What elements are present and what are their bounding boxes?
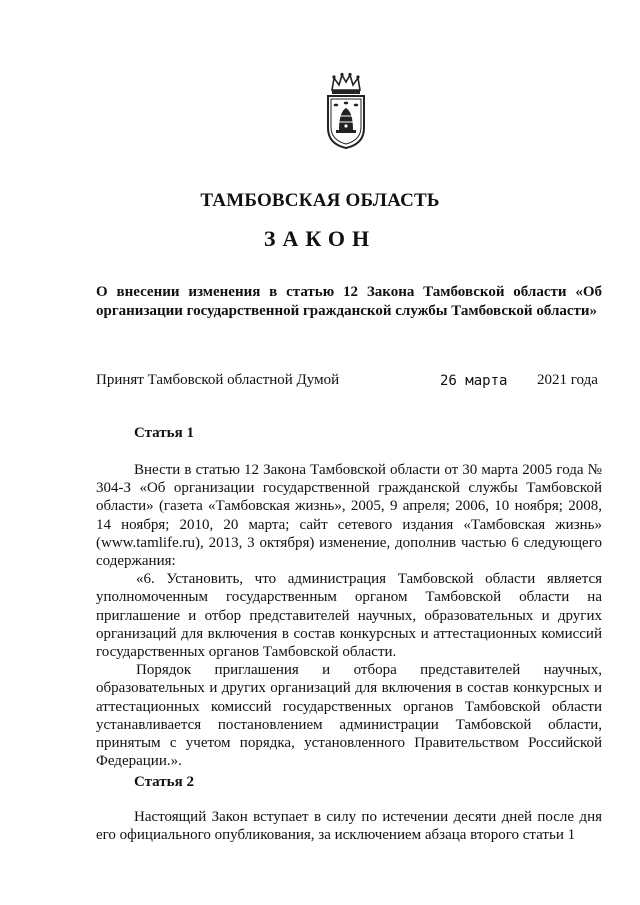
law-title: О внесении изменения в статью 12 Закона Тамбовской области «Об организации государственной гражданской службы Тамбовской области» bbox=[96, 284, 602, 319]
article-2-body bbox=[96, 808, 602, 844]
region-heading: ТАМБОВСКАЯ ОБЛАСТЬ bbox=[200, 190, 440, 211]
article-1-paragraph-2: «6. Установить, что администрация Тамбовской области является уполномоченным государственным органом Тамбовской области на приглашение и отбор представителей научных, образовательных и других организаций для включения в состав конкурсных и аттестационных комиссий государственных органов Тамбовской области. bbox=[96, 571, 602, 661]
adopted-by-text: Принят Тамбовской областной Думой bbox=[96, 372, 340, 388]
article-2-heading: Статья 2 bbox=[134, 774, 194, 790]
document-type-heading: ЗАКОН bbox=[263, 226, 377, 251]
adoption-day: 26 марта bbox=[440, 373, 508, 389]
article-1-paragraph-3: Порядок приглашения и отбора представителей научных, образовательных и других организаций для включения в состав конкурсных и аттестационных комиссий государственных органов Тамбовской области устанавливается постановлением администрации Тамбовской области, принятым с учетом порядка, установленного Правительством Российской Федерации.». bbox=[96, 662, 602, 770]
article-1-paragraph-1: Внести в статью 12 Закона Тамбовской области от 30 марта 2005 года № 304-З «Об организации государственной гражданской службы Тамбовской области» (газета «Тамбовская жизнь», 2005, 9 апреля; 2006, 10 ноября; 2008, 14 ноября; 2010, 20 марта; сайт сетевого издания «Тамбовская жизнь» (www.tamlife.ru), 2013, 3 октября) изменение, дополнив частью 6 следующего содержания: bbox=[96, 462, 602, 570]
adoption-year: 2021 года bbox=[537, 372, 598, 388]
coat-of-arms-emblem bbox=[324, 72, 368, 150]
article-2-paragraph-1: Настоящий Закон вступает в силу по истечении десяти дней после дня его официального опубликования, за исключением абзаца второго статьи 1 bbox=[96, 809, 602, 844]
article-1-heading: Статья 1 bbox=[134, 425, 194, 441]
adoption-line bbox=[96, 372, 602, 392]
article-1-body bbox=[96, 461, 602, 770]
